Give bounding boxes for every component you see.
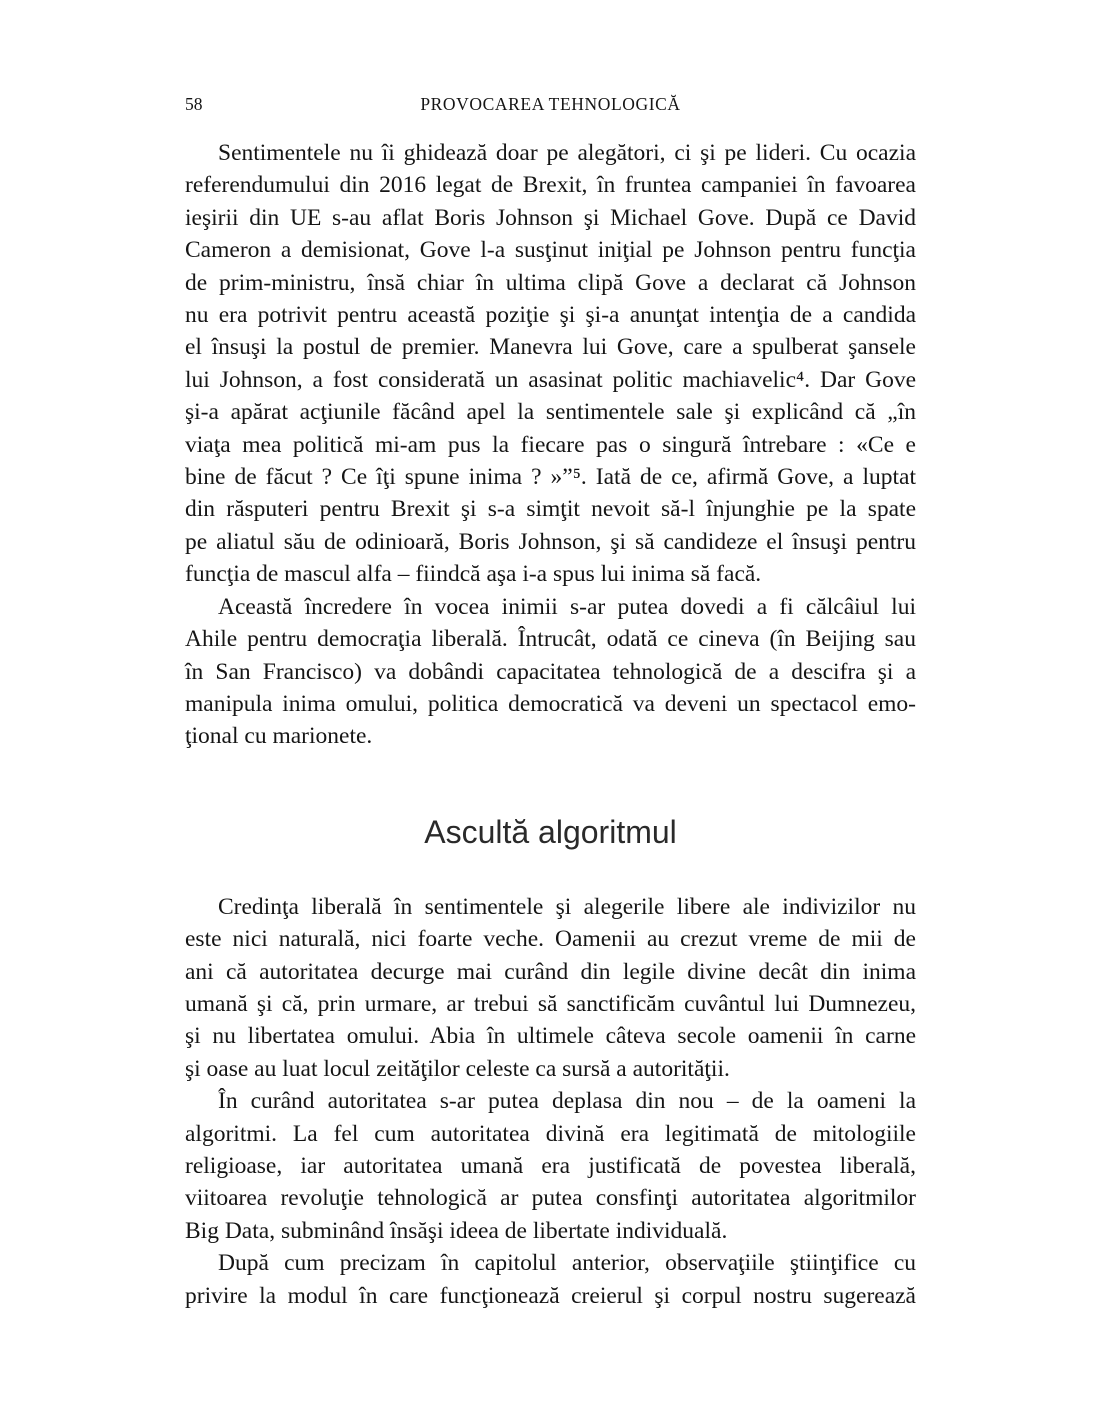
text-line: După cum precizam în capitolul anterior, observaţiile ştiinţifice cu: [218, 1250, 916, 1277]
text-line: nu era potrivit pentru această poziţie şi şi-a anunţat intenţia de a candida: [185, 302, 916, 329]
text-line: viaţa mea politică mi-am pus la fiecare pas o singură întrebare : «Ce e: [185, 431, 916, 458]
text-line: lui Johnson, a fost considerată un asasinat politic machiavelic⁴. Dar Gove: [185, 366, 916, 393]
paragraph: [185, 591, 916, 753]
text-line: Sentimentele nu îi ghidează doar pe alegători, ci şi pe lideri. Cu ocazia: [218, 140, 916, 166]
text-line: ţional cu marionete.: [185, 723, 373, 750]
text-line: În curând autoritatea s-ar putea deplasa din nou – de la oameni la: [218, 1088, 916, 1115]
page-number: 58: [185, 94, 203, 114]
text-line: Cameron a demisionat, Gove l-a susţinut iniţial pe Johnson pentru funcţia: [185, 237, 916, 264]
text-line: şi-a apărat acţiunile făcând apel la sentimentele sale şi explicând că „în: [185, 399, 916, 426]
text-line: viitoarea revoluţie tehnologică ar putea consfinţi autoritatea algoritmilor: [185, 1185, 916, 1212]
running-title: PROVOCAREA TEHNOLOGICĂ: [420, 94, 681, 114]
text-line: privire la modul în care funcţionează creierul şi corpul nostru sugerează: [185, 1282, 916, 1309]
text-line: umană şi că, prin urmare, ar trebui să sanctificăm cuvântul lui Dumnezeu,: [185, 990, 916, 1017]
page-body: [185, 137, 916, 1312]
text-line: manipula inima omului, politica democratică va deveni un spectacol emo-: [185, 690, 916, 717]
text-line: în San Francisco) va dobândi capacitatea tehnologică de a descifra şi a: [185, 658, 916, 685]
text-line: bine de făcut ? Ce îţi spune inima ? »”⁵. Iată de ce, afirmă Gove, a luptat: [185, 464, 916, 491]
text-line: funcţia de mascul alfa – fiindcă aşa i-a spus lui inima să facă.: [185, 561, 762, 588]
text-line: pe aliatul său de odinioară, Boris Johnson, şi să candideze el însuşi pentru: [185, 528, 916, 555]
paragraph: [185, 137, 916, 591]
paragraph: [185, 1085, 916, 1247]
text-line: referendumului din 2016 legat de Brexit, în fruntea campaniei în favoarea: [185, 172, 916, 199]
text-line: Această încredere în vocea inimii s-ar putea dovedi a fi călcâiul lui: [218, 593, 916, 620]
paragraph: [185, 1247, 916, 1312]
text-line: ani că autoritatea decurge mai curând din legile divine decât din inima: [185, 958, 916, 985]
text-line: ieşirii din UE s-au aflat Boris Johnson şi Michael Gove. După ce David: [185, 204, 916, 231]
text-line: Big Data, subminând însăşi ideea de libertate individuală.: [185, 1217, 728, 1244]
text-line: religioase, iar autoritatea umană era justificată de povestea liberală,: [185, 1152, 916, 1179]
text-line: Ahile pentru democraţia liberală. Întrucât, odată ce cineva (în Beijing sau: [185, 626, 916, 653]
text-line: şi oase au luat locul zeităţilor celeste ca sursă a autorităţii.: [185, 1055, 730, 1082]
text-line: algoritmi. La fel cum autoritatea divină era legitimată de mitologiile: [185, 1120, 916, 1147]
text-line: din răsputeri pentru Brexit şi s-a simţit nevoit să-l înjunghie pe la spate: [185, 496, 916, 523]
paragraph: [185, 891, 916, 1085]
text-line: Credinţa liberală în sentimentele şi alegerile libere ale indivizilor nu: [218, 893, 916, 920]
page-header: [185, 94, 916, 116]
section-heading: Ascultă algoritmul: [424, 813, 677, 850]
text-line: şi nu libertatea omului. Abia în ultimele câteva secole oamenii în carne: [185, 1023, 916, 1050]
text-line: este nici naturală, nici foarte veche. Oamenii au crezut vreme de mii de: [185, 926, 916, 953]
text-line: de prim-ministru, însă chiar în ultima clipă Gove a declarat că Johnson: [185, 269, 916, 296]
text-line: el însuşi la postul de premier. Manevra lui Gove, care a spulberat şansele: [185, 334, 916, 361]
